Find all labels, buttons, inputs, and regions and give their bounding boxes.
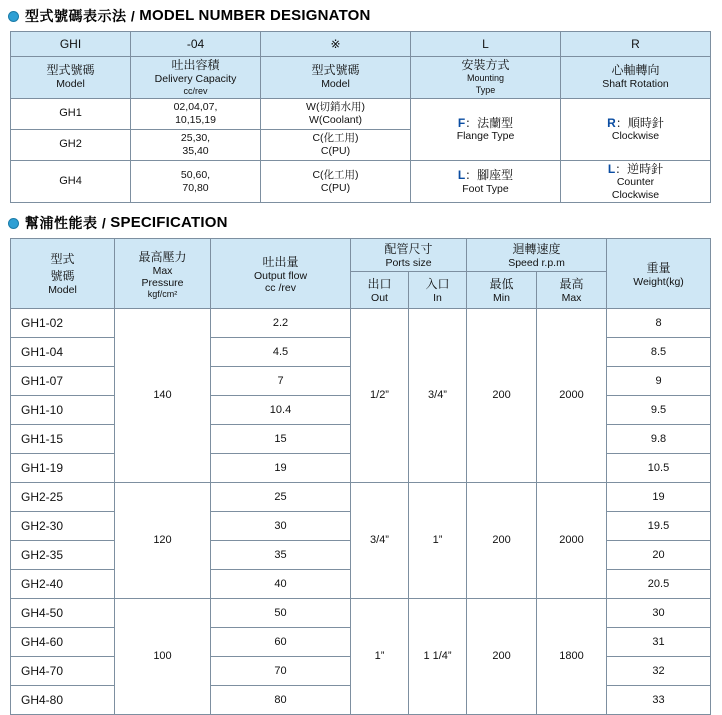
type-label-en: Model: [321, 78, 350, 91]
spec-header-speed-min: [467, 271, 537, 308]
capacity-label-cell: [131, 56, 261, 98]
spec-header-pressure: [115, 238, 211, 308]
rotation-cw-cn: ：順時針: [615, 115, 664, 130]
mounting-label-cell: [411, 56, 561, 98]
capacity-value-gh4: [131, 160, 261, 203]
mounting-foot-cell: [411, 160, 561, 203]
spec-weight-gh4-50: 30: [607, 598, 711, 627]
spec-speed-max-gh1: 2000: [537, 308, 607, 482]
spec-port-in-cn: 入口: [425, 277, 450, 292]
spec-port-in-en: In: [433, 292, 442, 305]
model-section-heading: [8, 8, 722, 25]
spec-header-speed: [467, 238, 607, 271]
mounting-foot-line: [413, 168, 558, 182]
mounting-flange-cn: ：法蘭型: [465, 115, 514, 130]
spec-section-title-en: SPECIFICATION: [110, 214, 228, 232]
spec-model-gh4-60: GH4-60: [11, 627, 115, 656]
spec-header-port-out: [351, 271, 409, 308]
spec-speed-max-gh4: 1800: [537, 598, 607, 714]
spec-weight-gh2-35: 20: [607, 540, 711, 569]
spec-flow-gh4-50: 50: [211, 598, 351, 627]
spec-speed-min-en: Min: [493, 292, 510, 305]
mounting-flange-code: F: [457, 115, 466, 130]
spec-ports-en: Ports size: [385, 257, 432, 270]
spec-weight-gh1-10: 9.5: [607, 395, 711, 424]
spec-section-heading: [8, 215, 722, 232]
spec-weight-gh4-70: 32: [607, 656, 711, 685]
capacity-code-cell: -04: [131, 31, 261, 56]
spec-speed-en: Speed r.p.m: [508, 257, 565, 270]
spec-port-in-gh2: 1”: [409, 482, 467, 598]
mounting-foot-en: Foot Type: [462, 182, 509, 195]
spec-port-out-gh4: 1”: [351, 598, 409, 714]
mounting-foot-code: L: [457, 168, 466, 183]
spec-speed-min-cn: 最低: [489, 277, 514, 292]
spec-weight-gh1-19: 10.5: [607, 453, 711, 482]
spec-flow-gh1-10: 10.4: [211, 395, 351, 424]
spec-speed-cn: 迴轉速度: [512, 242, 561, 257]
spec-weight-gh1-15: 9.8: [607, 424, 711, 453]
mounting-label-cn: 安裝方式: [461, 58, 510, 73]
spec-header-flow: [211, 238, 351, 308]
spec-model-gh1-19: GH1-19: [11, 453, 115, 482]
rotation-cw-cell: [561, 98, 711, 160]
table-row: [11, 98, 711, 129]
spec-model-gh2-25: GH2-25: [11, 482, 115, 511]
spec-flow-gh4-70: 70: [211, 656, 351, 685]
spec-flow-gh4-60: 60: [211, 627, 351, 656]
rotation-ccw-en2: Clockwise: [611, 188, 660, 201]
rotation-ccw-en1: Counter: [616, 176, 655, 189]
spec-flow-gh2-25: 25: [211, 482, 351, 511]
spec-model-cn1: 型式: [50, 252, 75, 267]
spec-port-in-gh4: 1 1/4”: [409, 598, 467, 714]
spec-flow-gh4-80: 80: [211, 685, 351, 714]
spec-pressure-en1: Max: [152, 264, 173, 277]
mounting-foot-cn: ：腳座型: [465, 168, 514, 183]
rotation-ccw-cell: [561, 160, 711, 203]
spec-pressure-gh4: 100: [115, 598, 211, 714]
spec-port-out-gh1: 1/2”: [351, 308, 409, 482]
spec-flow-gh2-40: 40: [211, 569, 351, 598]
spec-weight-gh2-25: 19: [607, 482, 711, 511]
model-label-cn: 型式號碼: [46, 63, 95, 78]
spec-flow-en1: Output flow: [253, 269, 308, 282]
spec-weight-cn: 重量: [646, 260, 671, 275]
model-value-gh4: GH4: [11, 160, 131, 203]
model-label-cell: [11, 56, 131, 98]
model-value-gh1: GH1: [11, 98, 131, 129]
specification-table: [10, 238, 711, 715]
capacity-gh4-line1: 50,60,: [180, 169, 211, 182]
spec-model-gh1-10: GH1-10: [11, 395, 115, 424]
rotation-ccw-line: [563, 162, 708, 176]
capacity-gh1-line1: 02,04,07,: [173, 101, 218, 114]
spec-model-gh1-15: GH1-15: [11, 424, 115, 453]
spec-port-in-gh1: 3/4”: [409, 308, 467, 482]
mounting-label-en1: Mounting: [466, 73, 505, 84]
mounting-code-cell: L: [411, 31, 561, 56]
table-row: [11, 598, 711, 627]
spec-weight-gh1-04: 8.5: [607, 337, 711, 366]
capacity-gh4-line2: 70,80: [182, 181, 209, 194]
spec-model-gh4-50: GH4-50: [11, 598, 115, 627]
spec-model-gh4-80: GH4-80: [11, 685, 115, 714]
rotation-code-cell: R: [561, 31, 711, 56]
capacity-value-gh2: [131, 129, 261, 160]
type-value-gh2: [261, 129, 411, 160]
mounting-flange-line: [413, 116, 558, 130]
bullet-icon: [8, 218, 19, 229]
spec-model-gh1-04: GH1-04: [11, 337, 115, 366]
spec-flow-gh2-30: 30: [211, 511, 351, 540]
type-gh2-line2: C(PU): [320, 144, 351, 157]
rotation-label-cn: 心軸轉向: [611, 63, 660, 78]
spec-flow-cn: 吐出量: [262, 254, 299, 269]
capacity-label-en: Delivery Capacity: [154, 72, 237, 85]
type-gh2-line1: C(化工用): [312, 132, 359, 145]
capacity-gh1-line2: 10,15,19: [175, 113, 216, 126]
model-label-en: Model: [56, 78, 85, 91]
spec-weight-gh2-30: 19.5: [607, 511, 711, 540]
model-section-title-cn: 型式號碼表示法 /: [25, 7, 136, 24]
model-section-title-en: MODEL NUMBER DESIGNATON: [139, 7, 371, 24]
rotation-label-cell: [561, 56, 711, 98]
mounting-flange-en: Flange Type: [456, 130, 515, 143]
spec-model-gh2-30: GH2-30: [11, 511, 115, 540]
spec-pressure-cn: 最高壓力: [138, 249, 187, 264]
spec-flow-gh2-35: 35: [211, 540, 351, 569]
spec-header-port-in: [409, 271, 467, 308]
type-gh1-line2: W(Coolant): [308, 113, 363, 126]
spec-speed-min-gh1: 200: [467, 308, 537, 482]
spec-weight-gh2-40: 20.5: [607, 569, 711, 598]
type-gh1-line1: W(切銷水用): [306, 101, 365, 114]
type-label-cn: 型式號碼: [311, 63, 360, 78]
spec-ports-cn: 配管尺寸: [384, 242, 433, 257]
spec-speed-max-en: Max: [561, 292, 582, 305]
spec-model-gh4-70: GH4-70: [11, 656, 115, 685]
type-value-gh1: [261, 98, 411, 129]
spec-weight-en: Weight(kg): [633, 275, 684, 288]
mounting-flange-cell: [411, 98, 561, 160]
spec-header-ports: [351, 238, 467, 271]
spec-weight-gh4-60: 31: [607, 627, 711, 656]
spec-header-speed-max: [537, 271, 607, 308]
spec-weight-gh4-80: 33: [607, 685, 711, 714]
capacity-label-unit: cc/rev: [183, 85, 208, 96]
spec-header-model: [11, 238, 115, 308]
spec-model-en: Model: [48, 284, 77, 297]
spec-model-gh2-35: GH2-35: [11, 540, 115, 569]
spec-model-cn2: 號碼: [50, 269, 75, 284]
spec-weight-gh1-07: 9: [607, 366, 711, 395]
spec-speed-max-cn: 最高: [559, 277, 584, 292]
rotation-cw-en: Clockwise: [611, 130, 660, 143]
table-row: [11, 308, 711, 337]
model-number-table: [10, 31, 711, 204]
table-row: [11, 160, 711, 203]
spec-model-gh2-40: GH2-40: [11, 569, 115, 598]
spec-flow-gh1-07: 7: [211, 366, 351, 395]
spec-pressure-unit: kgf/cm²: [147, 288, 178, 299]
model-code-cell: GHI: [11, 31, 131, 56]
rotation-label-en: Shaft Rotation: [602, 78, 669, 91]
spec-weight-gh1-02: 8: [607, 308, 711, 337]
rotation-ccw-code: L: [607, 161, 616, 176]
spec-speed-min-gh2: 200: [467, 482, 537, 598]
spec-port-out-cn: 出口: [367, 277, 392, 292]
spec-flow-en2: cc /rev: [265, 281, 296, 294]
type-gh4-line1: C(化工用): [312, 169, 359, 182]
type-code-cell: ※: [261, 31, 411, 56]
model-table-code-row: [11, 31, 711, 56]
spec-speed-max-gh2: 2000: [537, 482, 607, 598]
mounting-label-en2: Type: [475, 84, 496, 95]
spec-section-title-cn: 幫浦性能表 /: [25, 215, 107, 231]
spec-header-weight: [607, 238, 711, 308]
rotation-ccw-cn: ：逆時針: [615, 161, 664, 176]
spec-flow-gh1-02: 2.2: [211, 308, 351, 337]
model-table-label-row: [11, 56, 711, 98]
rotation-cw-line: [563, 116, 708, 130]
type-value-gh4: [261, 160, 411, 203]
type-label-cell: [261, 56, 411, 98]
spec-model-gh1-02: GH1-02: [11, 308, 115, 337]
spec-flow-gh1-04: 4.5: [211, 337, 351, 366]
capacity-gh2-line1: 25,30,: [180, 132, 211, 145]
spec-speed-min-gh4: 200: [467, 598, 537, 714]
bullet-icon: [8, 11, 19, 22]
spec-pressure-gh2: 120: [115, 482, 211, 598]
capacity-gh2-line2: 35,40: [182, 144, 209, 157]
spec-port-out-en: Out: [371, 292, 388, 305]
capacity-label-cn: 吐出容積: [171, 57, 220, 72]
table-row: [11, 482, 711, 511]
rotation-cw-code: R: [607, 115, 616, 130]
spec-flow-gh1-19: 19: [211, 453, 351, 482]
spec-header-row-1: [11, 238, 711, 271]
capacity-value-gh1: [131, 98, 261, 129]
spec-flow-gh1-15: 15: [211, 424, 351, 453]
spec-pressure-gh1: 140: [115, 308, 211, 482]
spec-pressure-en2: Pressure: [141, 276, 184, 289]
model-value-gh2: GH2: [11, 129, 131, 160]
spec-port-out-gh2: 3/4”: [351, 482, 409, 598]
datasheet-page: [0, 8, 722, 708]
spec-model-gh1-07: GH1-07: [11, 366, 115, 395]
type-gh4-line2: C(PU): [320, 181, 351, 194]
